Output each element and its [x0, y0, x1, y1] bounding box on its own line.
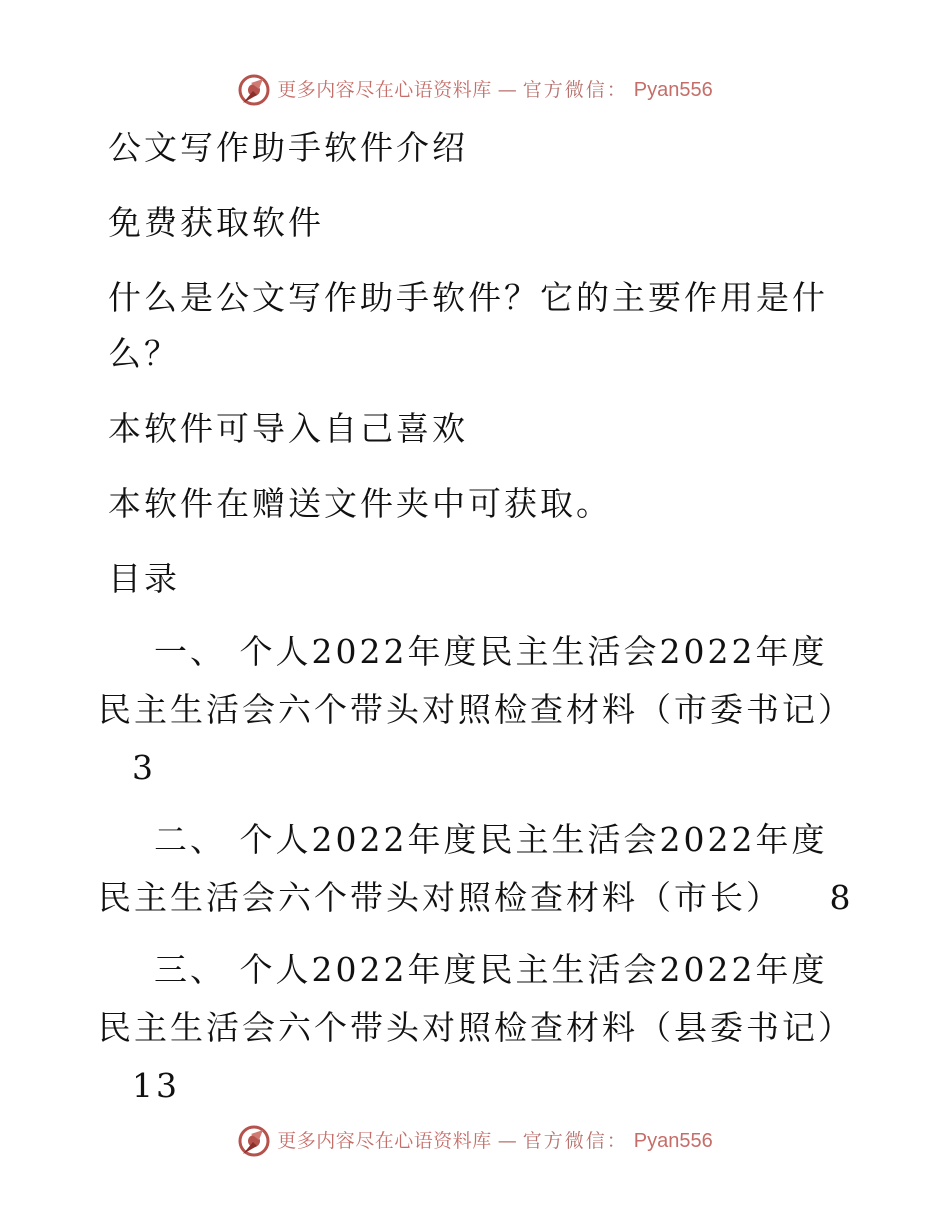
- toc-item[interactable]: [98, 811, 858, 927]
- watermark-wechat-id: Pyan556: [633, 1130, 713, 1152]
- watermark-dash: —: [497, 1129, 517, 1152]
- toc-item-number: 二、: [154, 820, 226, 859]
- toc-item-number: 三、: [154, 950, 226, 989]
- paragraph-import: 本软件可导入自己喜欢: [108, 409, 468, 448]
- paragraph-question: 什么是公文写作助手软件？它的主要作用是什么？: [108, 278, 828, 373]
- paragraph-folder: 本软件在赠送文件夹中可获取。: [108, 484, 612, 523]
- toc-item-page: 13: [132, 1066, 180, 1105]
- toc-item-page: 8: [829, 878, 854, 917]
- watermark-wechat-id: Pyan556: [633, 79, 713, 101]
- paragraph-title: 公文写作助手软件介绍: [108, 128, 468, 167]
- watermark-text: 更多内容尽在心语资料库: [277, 78, 492, 101]
- document-body: [98, 120, 858, 1129]
- toc-item[interactable]: [98, 941, 858, 1115]
- toc-item-number: 一、: [154, 632, 226, 671]
- toc-title: 目录: [108, 559, 180, 598]
- toc-item-text: 个人2022年度民主生活会2022年度民主生活会六个带头对照检查材料（县委书记）: [98, 950, 854, 1047]
- toc-item[interactable]: [98, 623, 858, 797]
- pen-logo-icon: [237, 1124, 271, 1158]
- pen-logo-icon: [237, 73, 271, 107]
- paragraph-free-get: 免费获取软件: [108, 203, 324, 242]
- toc-item-page: 3: [132, 748, 156, 787]
- watermark-wechat-label: 官方微信：: [522, 1129, 628, 1152]
- watermark-dash: —: [497, 78, 517, 101]
- watermark-text: 更多内容尽在心语资料库: [277, 1129, 492, 1152]
- toc-item-text: 个人2022年度民主生活会2022年度民主生活会六个带头对照检查材料（市委书记）: [98, 632, 854, 729]
- toc-item-text: 个人2022年度民主生活会2022年度民主生活会六个带头对照检查材料（市长）: [98, 820, 828, 917]
- header-watermark: [0, 73, 950, 107]
- watermark-wechat-label: 官方微信：: [522, 78, 628, 101]
- footer-watermark: [0, 1124, 950, 1158]
